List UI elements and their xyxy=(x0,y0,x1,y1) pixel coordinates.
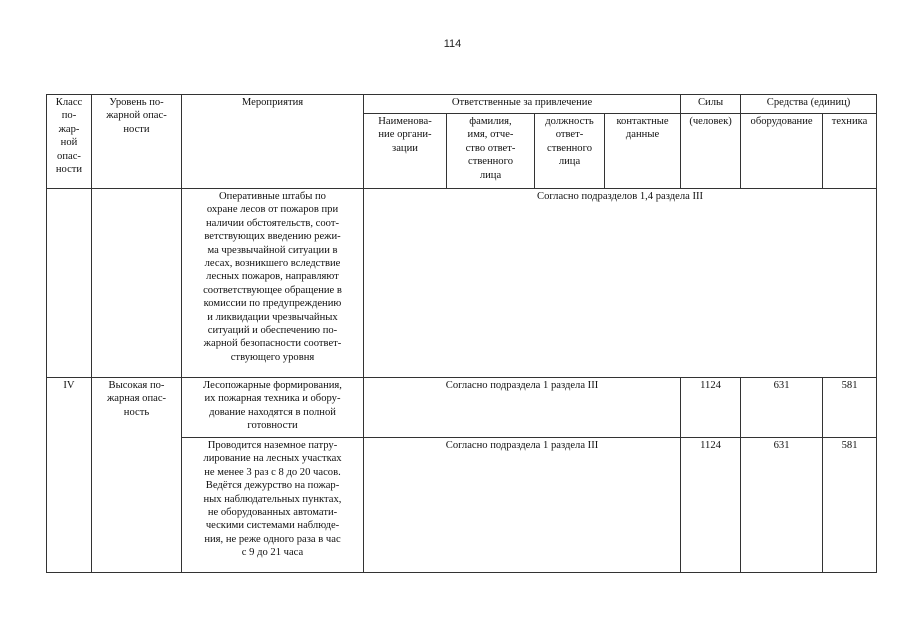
fire-danger-measures-table xyxy=(46,94,877,573)
header-contacts: контактные данные xyxy=(605,114,681,189)
level-cell: Высокая по- жарная опас- ность xyxy=(92,378,182,573)
header-responsible: Ответственные за привлечение xyxy=(364,95,681,114)
header-vehicles: техника xyxy=(823,114,877,189)
page-number: 114 xyxy=(443,38,462,50)
table-row xyxy=(47,189,877,378)
responsible-cell: Согласно подраздела 1 раздела III xyxy=(364,378,681,438)
vehicles-cell: 581 xyxy=(823,438,877,573)
header-equipment: оборудование xyxy=(741,114,823,189)
forces-cell: 1124 xyxy=(681,378,741,438)
header-class: Класс по- жар- ной опас- ности xyxy=(47,95,92,189)
level-cell xyxy=(92,189,182,378)
measure-cell: Проводится наземное патру- лирование на лесных участках не менее 3 раз с 8 до 20 часов. Ведётся дежурство на пожар- ных наблюдательных пунктах, не оборудованных автомати- ческими системами наблюде- ния, не реже одного раза в час с 9 до 21 часа xyxy=(182,438,364,573)
header-measures: Мероприятия xyxy=(182,95,364,189)
class-cell: IV xyxy=(47,378,92,573)
measure-cell: Лесопожарные формирования, их пожарная техника и обору- дование находятся в полной готовности xyxy=(182,378,364,438)
class-cell xyxy=(47,189,92,378)
forces-cell: 1124 xyxy=(681,438,741,573)
header-level: Уровень по- жарной опас- ности xyxy=(92,95,182,189)
header-position: должность ответ- ственного лица xyxy=(535,114,605,189)
header-row-1 xyxy=(47,95,877,114)
equipment-cell: 631 xyxy=(741,378,823,438)
equipment-cell: 631 xyxy=(741,438,823,573)
table-row xyxy=(47,378,877,438)
header-person-name: фамилия, имя, отче- ство ответ- ственного лица xyxy=(447,114,535,189)
header-means: Средства (единиц) xyxy=(741,95,877,114)
header-forces: Силы xyxy=(681,95,741,114)
vehicles-cell: 581 xyxy=(823,378,877,438)
header-forces-unit: (человек) xyxy=(681,114,741,189)
responsible-cell: Согласно подраздела 1 раздела III xyxy=(364,438,681,573)
measure-cell: Оперативные штабы по охране лесов от пожаров при наличии обстоятельств, соот- ветствующих введению режи- ма чрезвычайной ситуации в лесах, возникшего вследствие лесных пожаров, направляют соответствующее обращение в комиссии по предупреждению и ликвидации чрезвычайных ситуаций и обеспечению по- жарной безопасности соответ- ствующего уровня xyxy=(182,189,364,378)
header-org-name: Наименова- ние органи- зации xyxy=(364,114,447,189)
responsible-cell: Согласно подразделов 1,4 раздела III xyxy=(364,189,877,378)
